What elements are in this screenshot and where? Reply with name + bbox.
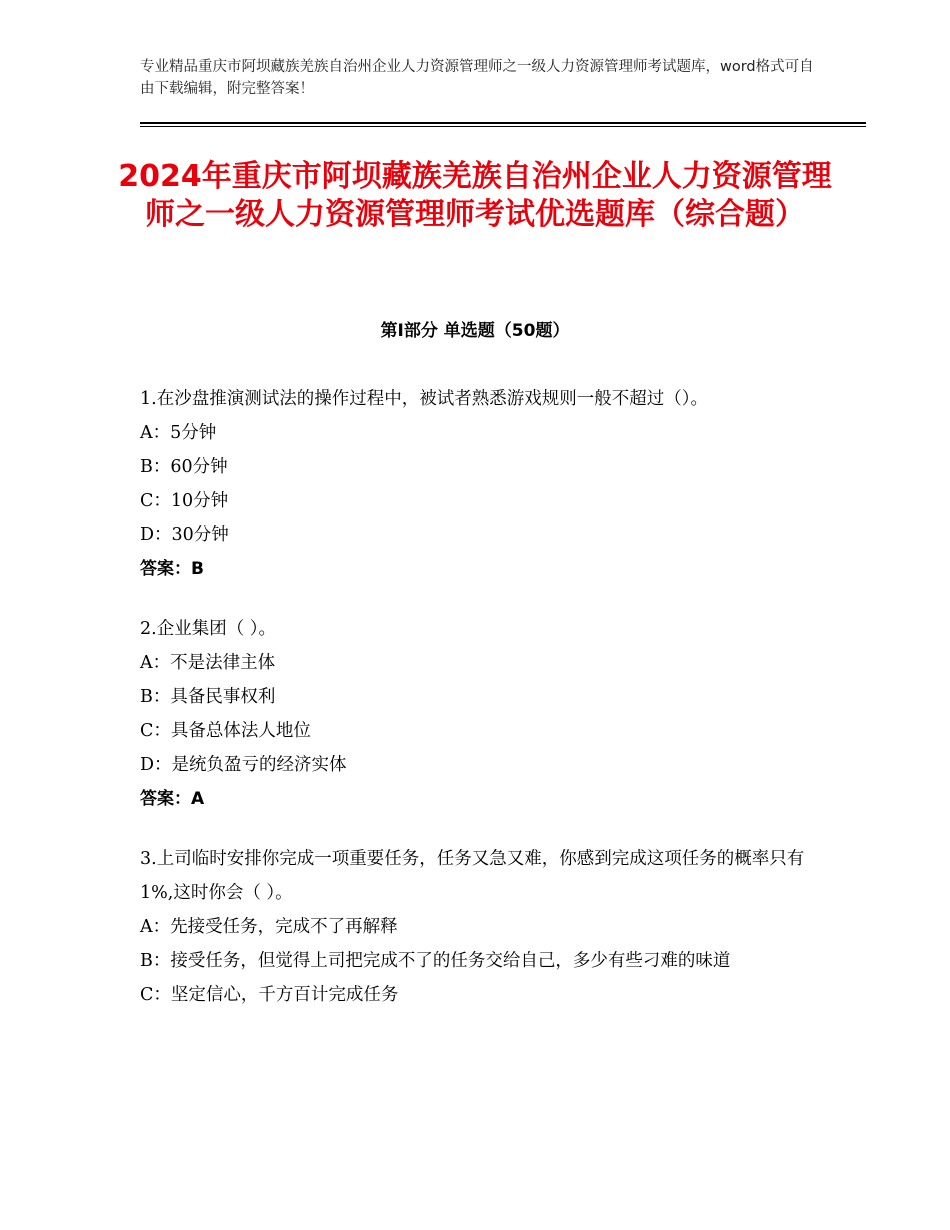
question-3 (140, 842, 820, 1012)
option-a: A：不是法律主体 (140, 653, 276, 673)
question-stem: 1.在沙盘推演测试法的操作过程中，被试者熟悉游戏规则一般不超过（）。 (140, 389, 708, 409)
document-title: 2024年重庆市阿坝藏族羌族自治州企业人力资源管理师之一级人力资源管理师考试优选题库（综合题） (118, 159, 832, 232)
option-b: B：接受任务，但觉得上司把完成不了的任务交给自己，多少有些刁难的味道 (140, 951, 731, 971)
answer: 答案：B (140, 559, 204, 579)
option-b: B：60分钟 (140, 457, 228, 477)
option-d: D：是统负盈亏的经济实体 (140, 755, 347, 775)
header-note: 专业精品重庆市阿坝藏族羌族自治州企业人力资源管理师之一级人力资源管理师考试题库，word格式可自由下载编辑，附完整答案！ (140, 59, 814, 97)
option-d: D：30分钟 (140, 525, 229, 545)
option-c: C：具备总体法人地位 (140, 721, 311, 741)
question-1 (140, 382, 820, 586)
answer: 答案：A (140, 789, 205, 809)
question-2 (140, 612, 820, 816)
section-title: 第Ⅰ部分 单选题（50题） (380, 321, 570, 341)
question-stem: 2.企业集团（ ）。 (140, 619, 277, 639)
option-a: A：5分钟 (140, 423, 217, 443)
option-b: B：具备民事权利 (140, 687, 276, 707)
question-stem: 3.上司临时安排你完成一项重要任务，任务又急又难，你感到完成这项任务的概率只有1%,这时你会（ ）。 (140, 849, 805, 903)
question-list (140, 382, 820, 1038)
option-c: C：坚定信心，千方百计完成任务 (140, 985, 399, 1005)
header-rule-thin (140, 126, 866, 127)
option-a: A：先接受任务，完成不了再解释 (140, 917, 398, 937)
header-rule-thick (140, 122, 866, 124)
option-c: C：10分钟 (140, 491, 229, 511)
